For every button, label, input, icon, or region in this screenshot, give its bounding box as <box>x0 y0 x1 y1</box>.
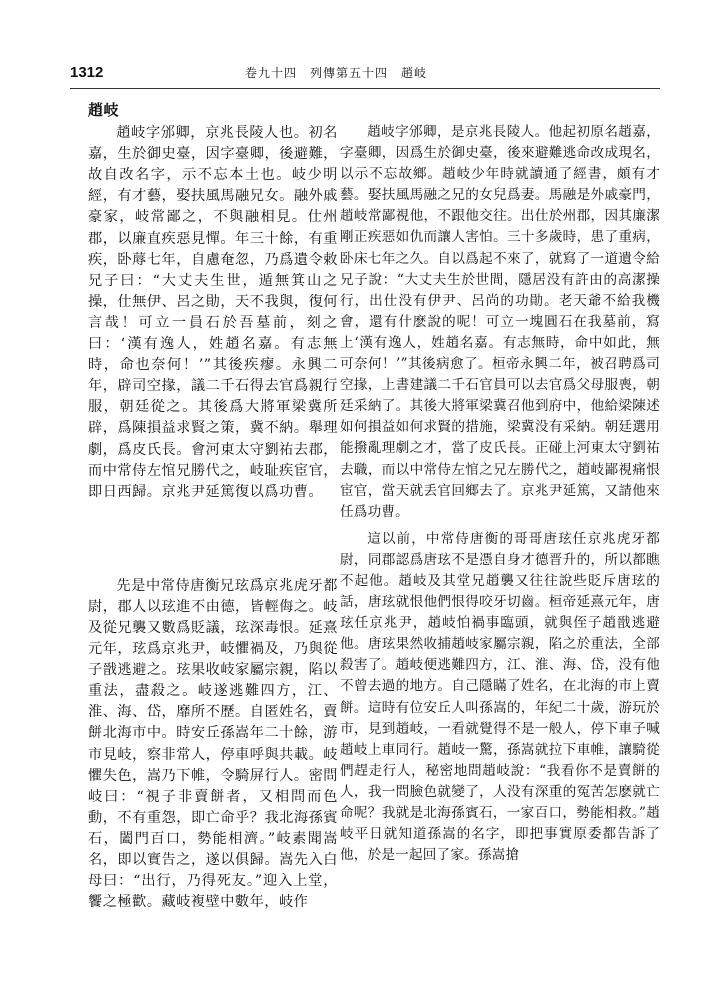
translation-column <box>340 122 660 972</box>
running-head: 卷九十四 列傳第五十四 趙岐 <box>245 66 428 80</box>
translation-paragraph-2: 這以前，中常侍唐衡的哥哥唐玹任京兆虎牙都尉，同郡認爲唐玹不是憑自身才德晋升的，所以都瞧不起他。趙岐及其堂兄趙襲又往往說些貶斥唐玹的話，唐玹就恨他們恨得咬牙切齒。桓帝延熹元年，唐玹任京兆尹，趙岐怕禍事臨頭，就與侄子趙戩逃避他。唐玹果然收捕趙岐家屬宗親，陷之於重法，全部殺害了。趙岐便逃難四方，江、淮、海、岱，没有他不曾去過的地方。自己隱瞞了姓名，在北海的市上賣餅。這時有位安丘人叫孫嵩的，年紀二十歲，游玩於市，見到趙岐，一看就覺得不是一般人，停下車子喊趙岐上車同行。趙岐一驚，孫嵩就拉下車帷，讓騎從們趕走行人，秘密地問趙岐說：“我看你不是賣餅的人，我一問臉色就變了，人没有深重的冤苦怎麽就亡命呢？我就是北海孫賓石，一家百口，勢能相救。”趙岐平日就知道孫嵩的名字，即把事實原委都告訴了他，於是一起回了家。孫嵩搶 <box>340 530 660 864</box>
translation-paragraph-1: 趙岐字邠卿，是京兆長陵人。他起初原名趙嘉，字臺卿，因爲生於御史臺，後來避難逃命改成現名，以示不忘故鄉。趙岐少年時就讀通了經書，頗有才藝。娶扶風馬融之兄的女兒爲妻。馬融是外戚豪門，趙岐常鄙視他，不跟他交往。出仕於州郡，因其廉潔剛正疾惡如仇而讓人害怕。三十多歲時，患了重病，卧床七年之久。自以爲起不來了，就寫了一道遺令給兄子說：“大丈夫生於世間，隱居没有許由的高潔操行，出仕没有伊尹、呂尚的功勛。老天爺不給我機會，還有什麽說的呢！可立一塊圓石在我墓前，寫上‘漢有逸人，姓趙名嘉。有志無時，命中如此，無可奈何！’”其後病愈了。桓帝永興二年，被召聘爲司空掾，上書建議二千石官員可以去官爲父母服喪，朝廷采納了。其後大將軍梁冀召他到府中，他給梁陳述如何損益如何求賢的措施，梁冀没有采納。朝廷選用能撥亂理劇之才，當了皮氏長。正碰上河東太守劉祐去職，而以中常侍左悺之兄左勝代之，趙岐鄙視痛恨宦官，當天就丢官回鄉去了。京兆尹延篤，又請他來任爲功曹。 <box>340 124 660 520</box>
header-rule <box>70 88 660 89</box>
section-title: 趙岐 <box>88 101 120 119</box>
page-header <box>70 64 660 88</box>
page-number: 1312 <box>70 64 104 81</box>
original-paragraph-2: 先是中常侍唐衡兄玹爲京兆虎牙都尉，郡人以玹進不由德，皆輕侮之。岐及從兄襲又數爲貶議，玹深毒恨。延熹元年，玹爲京兆尹，岐懼禍及，乃與從子戩逃避之。玹果收岐家屬宗親，陷以重法，盡殺之。岐遂逃難四方，江、淮、海、岱，靡所不歷。自匿姓名，賣餅北海市中。時安丘孫嵩年二十餘，游市見岐，察非常人，停車呼與共載。岐懼失色，嵩乃下帷，令騎屏行人。密問岐曰：“視子非賣餅者，又相問而色動，不有重怨，即亡命乎？我北海孫賓石，闔門百口，勢能相濟。”岐素聞嵩名，即以實告之，遂以俱歸。嵩先入白母曰：“出行，乃得死友。”迎入上堂，饗之極歡。藏岐複壁中數年，岐作 <box>88 577 338 911</box>
original-text-column <box>88 100 338 970</box>
original-paragraph-1: 趙岐字邠卿，京兆長陵人也。初名嘉，生於御史臺，因字臺卿，後避難，故自改名字，示不忘本土也。岐少明經，有才藝，娶扶風馬融兄女。融外戚豪家，岐常鄙之，不與融相見。仕州郡，以廉直疾惡見憚。年三十餘，有重疾，卧蓐七年，自慮奄忽，乃爲遺令敕兄子曰：“大丈夫生世，遁無箕山之操，仕無伊、呂之勛，天不我與，復何言哉！可立一員石於吾墓前，刻之曰：‘漢有逸人，姓趙名嘉。有志無時，命也奈何！’”其後疾瘳。永興二年，辟司空掾，議二千石得去官爲親行服，朝廷從之。其後爲大將軍梁冀所辟，爲陳損益求賢之策，冀不納。舉理劇，爲皮氏長。會河東太守劉祐去郡，而中常侍左悺兄勝代之，岐耻疾宦官，即日西歸。京兆尹延篤復以爲功曹。 <box>88 125 338 500</box>
